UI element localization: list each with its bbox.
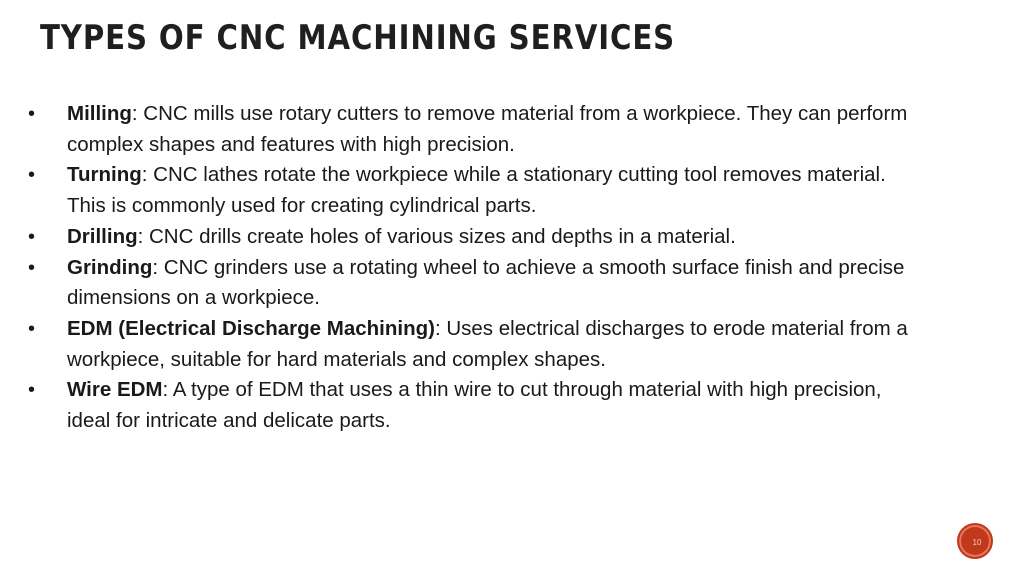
bullet-item-grinding bbox=[28, 253, 928, 314]
bullet-term: Turning bbox=[67, 163, 142, 187]
page-number: 10 bbox=[972, 538, 982, 547]
bullet-text: : Uses electrical discharges to erode material from a workpiece, suitable for hard materials and complex shapes. bbox=[67, 316, 908, 371]
page-number-badge bbox=[957, 523, 993, 559]
bullet-item-milling bbox=[28, 99, 928, 160]
bullet-dot-icon: • bbox=[28, 103, 36, 125]
slide-title: TYPES OF CNC MACHINING SERVICES bbox=[40, 18, 676, 58]
bullet-term: Drilling bbox=[67, 224, 138, 248]
bullet-text: : CNC lathes rotate the workpiece while a stationary cutting tool removes material. This is commonly used for creating cylindrical parts. bbox=[67, 163, 886, 218]
bullet-item-drilling bbox=[28, 222, 928, 253]
bullet-term: EDM (Electrical Discharge Machining) bbox=[67, 316, 435, 340]
bullet-dot-icon: • bbox=[28, 379, 36, 402]
bullet-item-turning bbox=[28, 160, 928, 221]
bullet-text: : A type of EDM that uses a thin wire to cut through material with high precision, ideal for intricate and delicate parts. bbox=[67, 378, 882, 433]
bullet-text: : CNC mills use rotary cutters to remove material from a workpiece. They can perform complex shapes and features with high precision. bbox=[67, 102, 908, 156]
bullet-list bbox=[28, 99, 928, 437]
bullet-term: Grinding bbox=[67, 255, 153, 279]
bullet-dot-icon: • bbox=[28, 256, 36, 279]
bullet-text: : CNC drills create holes of various sizes and depths in a material. bbox=[137, 224, 736, 248]
bullet-item-edm bbox=[28, 314, 928, 375]
bullet-term: Milling bbox=[67, 102, 132, 125]
bullet-text: : CNC grinders use a rotating wheel to achieve a smooth surface finish and precise dimensions on a workpiece. bbox=[67, 255, 905, 310]
bullet-term: Wire EDM bbox=[67, 378, 163, 402]
bullet-dot-icon: • bbox=[28, 225, 36, 248]
bullet-dot-icon: • bbox=[28, 317, 36, 340]
bullet-dot-icon: • bbox=[28, 164, 36, 187]
bullet-item-wire-edm bbox=[28, 375, 928, 436]
